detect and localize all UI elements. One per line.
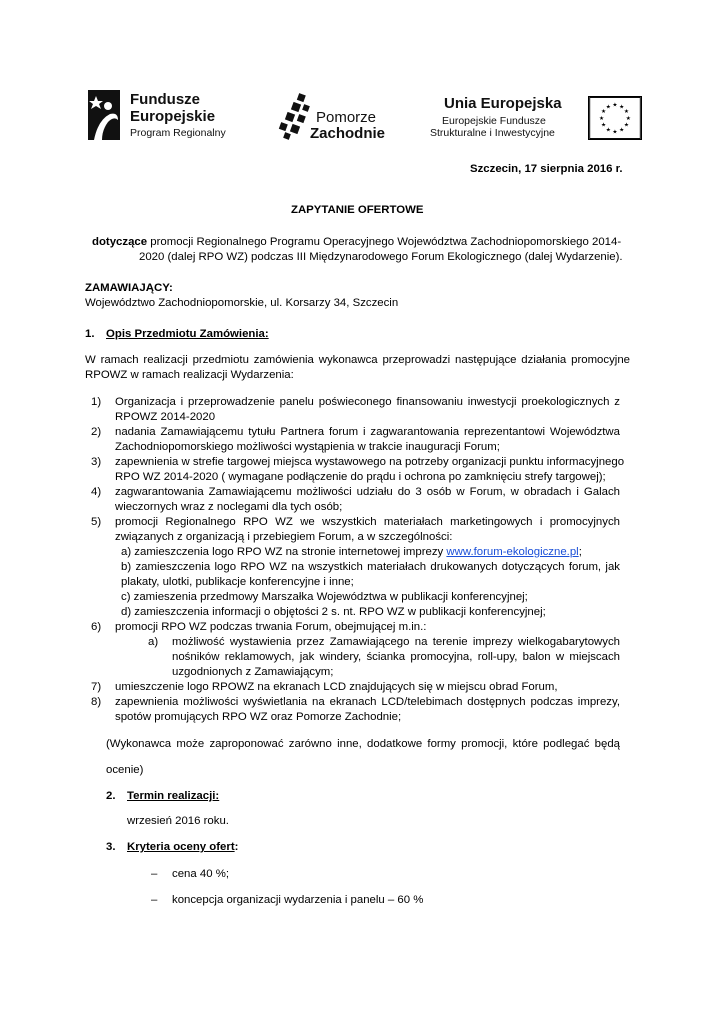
sublist-item-d: d) zamieszczenia informacji o objętości 2 s. nt. RPO WZ w publikacji konferencyjnej; (121, 606, 546, 618)
section3-number: 3. (106, 841, 116, 853)
sublist-item-a-text: a) zamieszczenia logo RPO WZ na stronie internetowej imprezy (121, 546, 447, 558)
list-item-number: 6) (91, 621, 102, 633)
svg-text:★: ★ (619, 127, 625, 134)
sublist-item-a (121, 545, 582, 560)
section3-title-colon: : (234, 841, 239, 853)
section1-title: Opis Przedmiotu Zamówienia: (106, 328, 269, 340)
section1-note-line2: ocenie) (106, 764, 144, 776)
list-item-text: nadania Zamawiającemu tytułu Partnera forum i zagwarantowania reprezentantowi Województwa (115, 426, 620, 438)
list-item-text-cont: związanych z organizacją i przebiegiem Forum, a w szczególności: (115, 531, 453, 543)
document-title: ZAPYTANIE OFERTOWE (291, 204, 424, 216)
forum-website-link[interactable]: www.forum-ekologiczne.pl (446, 546, 579, 558)
list-item-number: 2) (91, 426, 102, 438)
list-item-text: umieszczenie logo RPOWZ na ekranach LCD znajdujących się w miejscu obrad Forum, (115, 681, 558, 693)
fundusze-europejskie-logo (84, 86, 244, 146)
section1-intro-line1: W ramach realizacji przedmiotu zamówienia wykonawca przeprowadzi następujące działania promocyjne (85, 354, 630, 366)
list-item-number: 7) (91, 681, 102, 693)
sublist-item-text-cont: nośników reklamowych, jak windery, ścianka promocyjna, roll-upy, balon w miejscach (172, 651, 620, 663)
ue-logo-line1: Unia Europejska (444, 95, 562, 112)
svg-text:★: ★ (600, 109, 607, 116)
list-item-text-cont: spotów promujących RPO WZ oraz Pomorze Zachodnie; (115, 711, 402, 723)
list-item-text-cont: Zachodniopomorskiego możliwości wystąpienia w trakcie inauguracji Forum; (115, 441, 500, 453)
subject-bold: dotyczące (92, 236, 148, 248)
list-item-number: 1) (91, 396, 102, 408)
fe-logo-line3: Program Regionalny (130, 127, 226, 139)
pomorze-zachodnie-logo (276, 92, 396, 144)
list-item-text-cont: RPO WZ 2014-2020 ( wymagane podłączenie do prądu i ochrona po zamknięciu strefy targowej); (115, 471, 606, 483)
list-item-text-cont: wieczornych wraz z noclegami dla tych osób; (115, 501, 343, 513)
fe-logo-line2: Europejskie (130, 108, 216, 125)
sublist-item-text: możliwość wystawienia przez Zamawiającego na terenie imprezy wielkogabarytowych (172, 636, 620, 648)
list-item-number: 8) (91, 696, 102, 708)
svg-text:★: ★ (605, 127, 611, 134)
list-item-text: promocji Regionalnego RPO WZ we wszystkich materiałach marketingowych i promocyjnych (115, 516, 620, 528)
sublist-item-c: c) zamieszenia przedmowy Marszałka Województwa w publikacji konferencyjnej; (121, 591, 528, 603)
subject-line2: 2020 (dalej RPO WZ) podczas III Międzynarodowego Forum Ekologicznego (dalej Wydarzenie). (139, 251, 623, 263)
list-item-text: zagwarantowania Zamawiającemu możliwości udziału do 3 osób w Forum, w obradach i Galach (115, 486, 620, 498)
criteria-item: koncepcja organizacji wydarzenia i panelu – 60 % (172, 894, 424, 906)
svg-text:★: ★ (619, 104, 625, 111)
subject-line1 (92, 235, 621, 250)
section1-note-line1: (Wykonawca może zaproponować zarówno inne, dodatkowe formy promocji, które podlegać będą (106, 738, 620, 750)
list-item-text-cont: RPOWZ 2014-2020 (115, 411, 216, 423)
document-date: Szczecin, 17 sierpnia 2016 r. (470, 163, 623, 175)
svg-text:★: ★ (625, 115, 631, 122)
list-item-number: 4) (91, 486, 102, 498)
section1-number: 1. (85, 328, 95, 340)
svg-text:★: ★ (599, 115, 605, 122)
unia-europejska-logo (428, 94, 648, 144)
list-item-text: zapewnienia możliwości wyświetlania na ekranach LCD/telebimach dostępnych podczas imprezy, (115, 696, 620, 708)
sublist-item-b: b) zamieszczenia logo RPO WZ na wszystkich materiałach drukowanych dotyczących forum, jak (121, 561, 620, 573)
list-item-text: Organizacja i przeprowadzenie panelu poświeconego finansowaniu inwestycji proekologicznych z (115, 396, 620, 408)
ue-logo-line2: Europejskie Fundusze (442, 115, 546, 127)
sublist-item-b-cont: plakaty, ulotki, publikacje konferencyjne i inne; (121, 576, 354, 588)
subject-line1-text: promocji Regionalnego Programu Operacyjnego Województwa Zachodniopomorskiego 2014- (147, 236, 622, 248)
list-item-text: zapewnienia w strefie targowej miejsca wystawowego na potrzeby organizacji punktu informacyjnego (115, 456, 625, 468)
section1-intro-line2: RPOWZ w ramach realizacji Wydarzenia: (85, 369, 294, 381)
list-item-text: promocji RPO WZ podczas trwania Forum, obejmującej m.in.: (115, 621, 427, 633)
svg-text:★: ★ (600, 122, 607, 129)
svg-text:★: ★ (612, 129, 618, 136)
ue-logo-line3: Strukturalne i Inwestycyjne (430, 127, 555, 139)
pz-logo-line1: Pomorze (316, 109, 377, 126)
fundusze-europejskie-emblem-icon (84, 86, 124, 144)
sublist-item-text-cont: uzgodnionych z Zamawiającym; (172, 666, 334, 678)
sublist-letter: a) (148, 636, 159, 648)
svg-text:★: ★ (612, 102, 618, 109)
list-item-number: 3) (91, 456, 102, 468)
list-item-number: 5) (91, 516, 102, 528)
orderer-address: Województwo Zachodniopomorskie, ul. Korsarzy 34, Szczecin (85, 297, 399, 309)
pz-logo-line2: Zachodnie (310, 125, 386, 142)
orderer-label: ZAMAWIAJĄCY: (85, 282, 173, 294)
eu-flag-icon (588, 96, 642, 140)
criteria-item: cena 40 %; (172, 868, 229, 880)
svg-text:★: ★ (605, 104, 611, 111)
section2-number: 2. (106, 790, 116, 802)
sublist-item-a-end: ; (578, 546, 582, 558)
criteria-dash: – (151, 894, 158, 906)
section3-title (127, 840, 238, 855)
criteria-dash: – (151, 868, 158, 880)
svg-text:★: ★ (623, 109, 630, 116)
section3-title-text: Kryteria oceny ofert (127, 841, 235, 853)
fe-logo-line1: Fundusze (130, 91, 200, 108)
section2-title: Termin realizacji: (127, 790, 220, 802)
section2-value: wrzesień 2016 roku. (127, 815, 229, 827)
svg-text:★: ★ (623, 122, 630, 129)
